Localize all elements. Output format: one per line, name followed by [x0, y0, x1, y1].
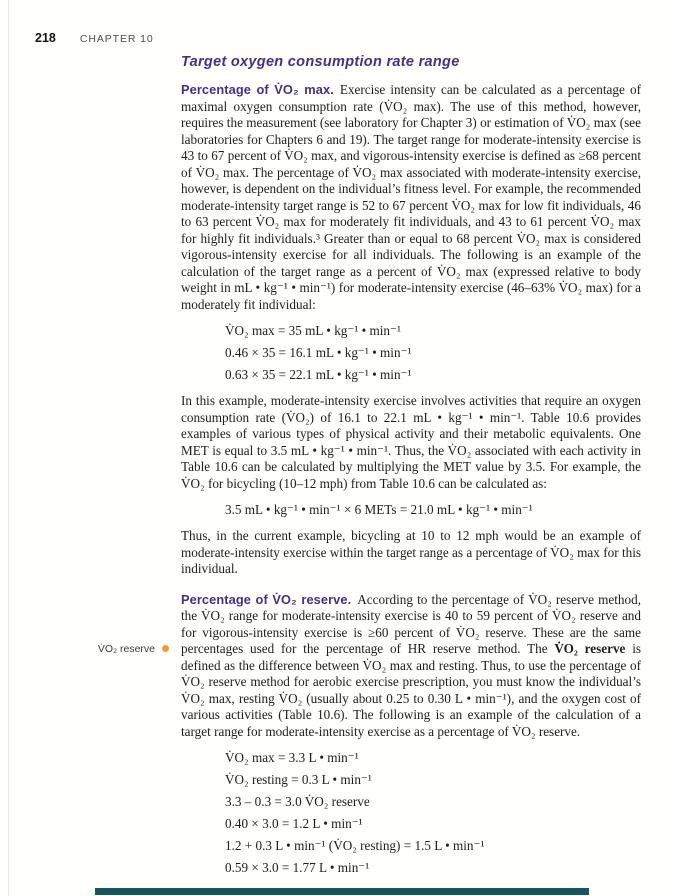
- vo2-reserve-section: [97, 591, 641, 741]
- bottom-rule: [95, 888, 589, 895]
- page-number: 218: [35, 31, 56, 45]
- subheading-percentage-vo2-reserve: Percentage of V̇O₂ reserve.: [181, 591, 352, 607]
- paragraph-vo2max-intro: [181, 82, 641, 313]
- equation-block-met: [225, 499, 641, 521]
- equation-line: 0.63 × 35 = 22.1 mL • kg⁻¹ • min⁻¹: [225, 367, 412, 382]
- equation-line: 3.5 mL • kg⁻¹ • min⁻¹ × 6 METs = 21.0 mL • kg⁻¹ • min⁻¹: [225, 502, 533, 517]
- equation-line: V̇O₂ resting = 0.3 L • min⁻¹: [225, 772, 372, 787]
- equation-block-vo2reserve: [225, 747, 641, 879]
- equation-line: V̇O₂ max = 3.3 L • min⁻¹: [225, 750, 359, 765]
- margin-note: [85, 643, 169, 655]
- paragraph-text: is defined as the difference between V̇O₂ max and resting. Thus, to use the percentage of V̇O₂ reserve method for aerobic exercise prescription, you must know the individual’s V̇O₂ max, resting V̇O₂ (usually about 0.25 to 0.30 L • min⁻¹), and the oxygen cost of various activities (Table 10.6). The following is an example of the calculation of a target range for moderate-intensity exercise as a percentage of V̇O₂ reserve.: [181, 641, 641, 739]
- paragraph-vo2reserve-intro: [181, 592, 641, 741]
- equation-line: 0.46 × 35 = 16.1 mL • kg⁻¹ • min⁻¹: [225, 345, 412, 360]
- paragraph-text: Exercise intensity can be calculated as a percentage of maximal oxygen consumption rate (V̇O₂ max). The use of this method, however, requires the measurement (see laboratory for Chapter 3) or estimation of V̇O₂ max (see laboratories for Chapters 6 and 19). The target range for moderate-intensity exercise is 43 to 67 percent of V̇O₂ max, and vigorous-intensity exercise is defined as ≥68 percent of V̇O₂ max. The percentage of V̇O₂ max associated with moderate-intensity exercise, however, is dependent on the individual’s fitness level. For example, the recommended moderate-intensity target range is 52 to 67 percent V̇O₂ max for low fit individuals, 46 to 63 percent V̇O₂ max for moderately fit individuals, and 43 to 61 percent V̇O₂ max for highly fit individuals.³ Greater than or equal to 68 percent V̇O₂ max is considered vigorous-intensity exercise for all individuals. The following is an example of the calculation of the target range as a percent of V̇O₂ max (expressed relative to body weight in mL • kg⁻¹ • min⁻¹) for moderate-intensity exercise (46–63% V̇O₂ max) for a moderately fit individual:: [181, 82, 641, 312]
- equation-line: 0.59 × 3.0 = 1.77 L • min⁻¹: [225, 860, 370, 875]
- section-heading: Target oxygen consumption rate range: [181, 54, 460, 70]
- equation-line: 0.40 × 3.0 = 1.2 L • min⁻¹: [225, 816, 363, 831]
- equation-block-vo2max: [225, 320, 641, 386]
- margin-term-label: V̇O₂ reserve: [97, 642, 155, 655]
- equation-line: 3.3 – 0.3 = 3.0 V̇O₂ reserve: [225, 794, 370, 809]
- paragraph-bicycling-conclusion: Thus, in the current example, bicycling at 10 to 12 mph would be an example of moderate-intensity exercise within the target range as a percentage of V̇O₂ max for this individual.: [181, 528, 641, 576]
- page-edge-line: [8, 0, 9, 896]
- subheading-percentage-vo2-max: Percentage of V̇O₂ max.: [181, 82, 334, 97]
- paragraph-met-explanation: In this example, moderate-intensity exercise involves activities that require an oxygen consumption rate (V̇O₂) of 16.1 to 22.1 mL • kg⁻¹ • min⁻¹. Table 10.6 provides examples of various types of physical activity and their metabolic equivalents. One MET is equal to 3.5 mL • kg⁻¹ • min⁻¹. Thus, the V̇O₂ associated with each activity in Table 10.6 can be calculated by multiplying the MET value by 3.5. For example, the V̇O₂ for bicycling (10–12 mph) from Table 10.6 can be calculated as:: [181, 393, 641, 491]
- text-column: [97, 54, 641, 886]
- running-head: [35, 31, 154, 45]
- equation-line: V̇O₂ max = 35 mL • kg⁻¹ • min⁻¹: [225, 323, 401, 338]
- chapter-label: CHAPTER 10: [79, 33, 154, 45]
- glossary-term-vo2-reserve: V̇O₂ reserve: [554, 641, 626, 656]
- orange-bullet-icon: [162, 645, 169, 652]
- equation-line: 1.2 + 0.3 L • min⁻¹ (V̇O₂ resting) = 1.5 L • min⁻¹: [225, 838, 485, 853]
- paragraph-text: According to the percentage of V̇O₂ reserve method, the V̇O₂ range for moderate-intensity exercise is 40 to 59 percent of V̇O₂ reserve and for vigorous-intensity exercise is ≥60 percent of V̇O₂ reserve. These are the same percentages used for the percentage of HR reserve method. The: [181, 591, 641, 656]
